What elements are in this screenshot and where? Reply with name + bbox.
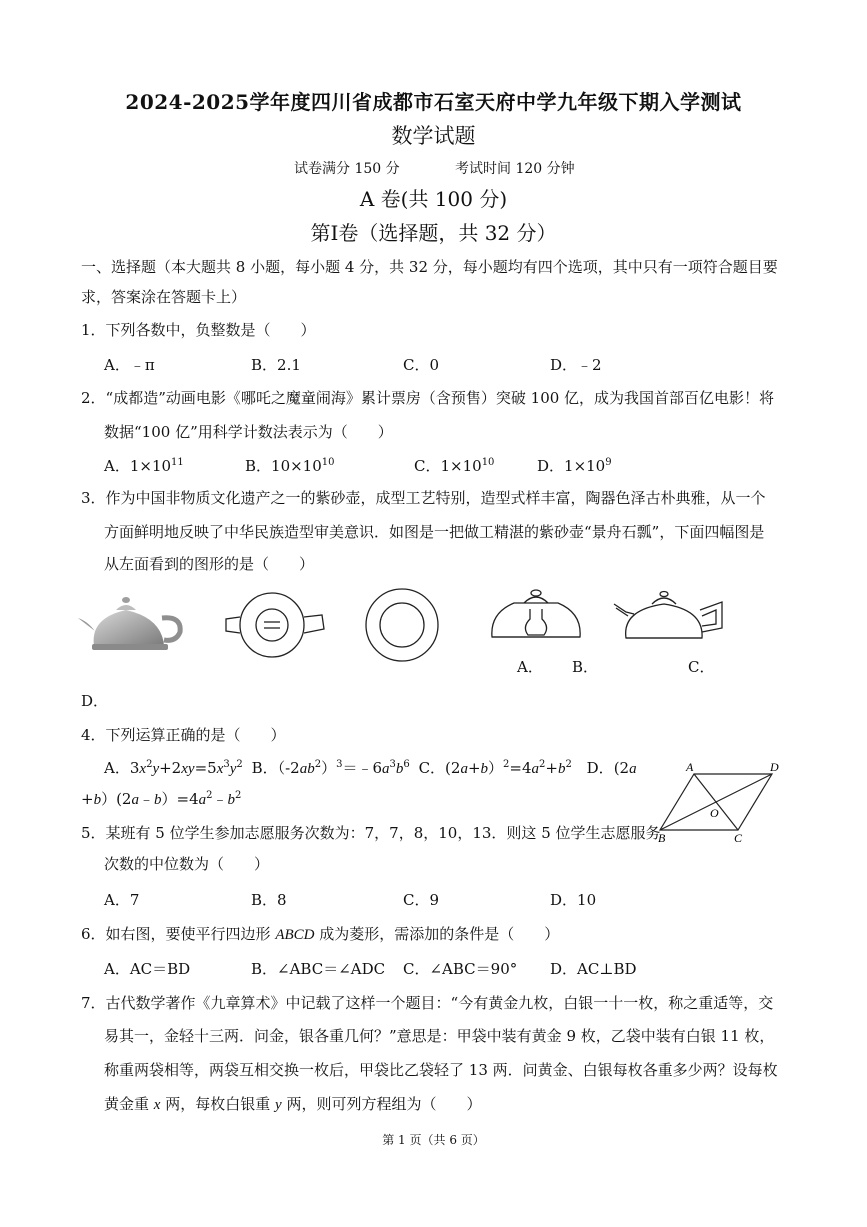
q7-stem-line1: 7．古代数学著作《九章算术》中记载了这样一个题目：“今有黄金九枚，白银一十一枚，称之重适等，交 <box>81 994 774 1012</box>
q6-option-a: A．AC＝BD <box>104 960 191 978</box>
q3-figure-b <box>362 585 442 665</box>
q3-figure-a <box>222 585 332 665</box>
parallelogram-figure <box>656 762 786 847</box>
q2-stem-line2: 数据“100 亿”用科学计数法表示为（ ） <box>104 423 393 441</box>
q3-stem-line3: 从左面看到的图形的是（ ） <box>104 555 315 573</box>
q7-stem-line3: 称重两袋相等，两袋互相交换一枚后，甲袋比乙袋轻了 13 两．问黄金、白银每枚各重多少两？设每枚 <box>104 1061 778 1079</box>
q4-stem: 4．下列运算正确的是（ ） <box>81 726 286 744</box>
q3-stem-line2: 方面鲜明地反映了中华民族造型审美意识．如图是一把做工精湛的紫砂壶“景舟石瓢”，下面四幅图是 <box>104 523 765 541</box>
center-o-label: O <box>710 806 719 820</box>
teapot-photo <box>76 588 186 658</box>
q3-label-c: C． <box>688 658 715 676</box>
volume-heading: A 卷(共 100 分) <box>359 187 508 211</box>
q4-option-b: B．$(-2ab^2)^3=﹣6a^3b^6$ <box>251 759 410 777</box>
vertex-b-label: B <box>658 831 666 845</box>
section-intro-line1: 一、选择题（本大题共 8 小题，每小题 4 分，共 32 分，每小题均有四个选项，其中只有一项符合题目要 <box>81 258 778 276</box>
vertex-a-label: A <box>686 760 694 774</box>
q1-option-c: C．0 <box>403 356 440 374</box>
q6-option-d: D．AC⊥BD <box>550 960 637 978</box>
q6-stem: 6．如右图，要使平行四边形 ABCD 成为菱形，需添加的条件是（ ） <box>81 925 560 943</box>
q2-option-a: A．$1\times 10^{11}$ <box>104 457 184 475</box>
q1-stem: 1．下列各数中，负整数是（ ） <box>81 321 316 339</box>
full-score: 试卷满分 150 分 <box>294 161 400 177</box>
q7-stem-line4: 黄金重 x 两，每枚白银重 y 两，则可列方程组为（ ） <box>104 1095 482 1113</box>
q1-option-b: B．2.1 <box>251 356 301 374</box>
q4-options-line1 <box>104 757 637 778</box>
q5-option-c: C．9 <box>403 891 440 909</box>
q4-options-line2: $+b)(2a﹣b)=4a^2﹣b^2$ <box>81 790 242 808</box>
q4-option-c: C．$(2a+b)^2=4a^2+b^2$ <box>418 759 572 777</box>
q1-option-a: A．﹣π <box>104 356 155 374</box>
q1-option-d: D．﹣2 <box>550 356 602 374</box>
vertex-c-label: C <box>734 831 743 845</box>
exam-time: 考试时间 120 分钟 <box>455 161 575 177</box>
q5-stem-line1: 5．某班有 5 位学生参加志愿服务次数为：7，7，8，10，13．则这 5 位学生志愿服务 <box>81 824 661 842</box>
q4-option-a: A．$3x^2y+2xy=5x^3y^2$ <box>104 759 243 777</box>
q2-option-c: C．$1\times 10^{10}$ <box>414 457 495 475</box>
q5-option-a: A．7 <box>104 891 140 909</box>
q5-stem-line2: 次数的中位数为（ ） <box>104 855 270 873</box>
q3-stem-line1: 3．作为中国非物质文化遗产之一的紫砂壶，成型工艺特别，造型式样丰富，陶器色泽古朴典雅，从一个 <box>81 489 766 507</box>
vertex-d-label: D <box>770 760 779 774</box>
q6-option-c: C．∠ABC＝90° <box>403 960 518 978</box>
q6-option-b: B．∠ABC＝∠ADC <box>251 960 386 978</box>
q2-stem-line1: 2．“成都造”动画电影《哪吒之魔童闹海》累计票房（含预售）突破 100 亿，成为我国首部百亿电影！将 <box>81 389 775 407</box>
exam-subtitle: 数学试题 <box>391 124 476 148</box>
q7-stem-line2: 易其一，金轻十三两．问金，银各重几何？”意思是：甲袋中装有黄金 9 枚，乙袋中装有白银 11 枚， <box>104 1027 775 1045</box>
exam-title: 2024-2025学年度四川省成都市石室天府中学九年级下期入学测试 <box>125 90 742 114</box>
q3-figure-c <box>486 583 586 653</box>
part-heading: 第Ⅰ卷（选择题，共 32 分） <box>310 221 557 245</box>
q2-option-b: B．$10\times 10^{10}$ <box>245 457 335 475</box>
q3-label-b: B． <box>572 658 599 676</box>
q5-option-d: D．10 <box>550 891 597 909</box>
q3-label-a: A． <box>517 658 543 676</box>
q3-label-d: D． <box>81 692 109 710</box>
q4-option-d: D．(2a <box>586 759 637 777</box>
q3-figure-d <box>612 588 727 648</box>
q2-option-d: D．$1\times 10^9$ <box>537 457 612 475</box>
q5-option-b: B．8 <box>251 891 287 909</box>
section-intro-line2: 求，答案涂在答题卡上） <box>81 288 247 306</box>
page-footer: 第 1 页（共 6 页） <box>382 1133 485 1147</box>
